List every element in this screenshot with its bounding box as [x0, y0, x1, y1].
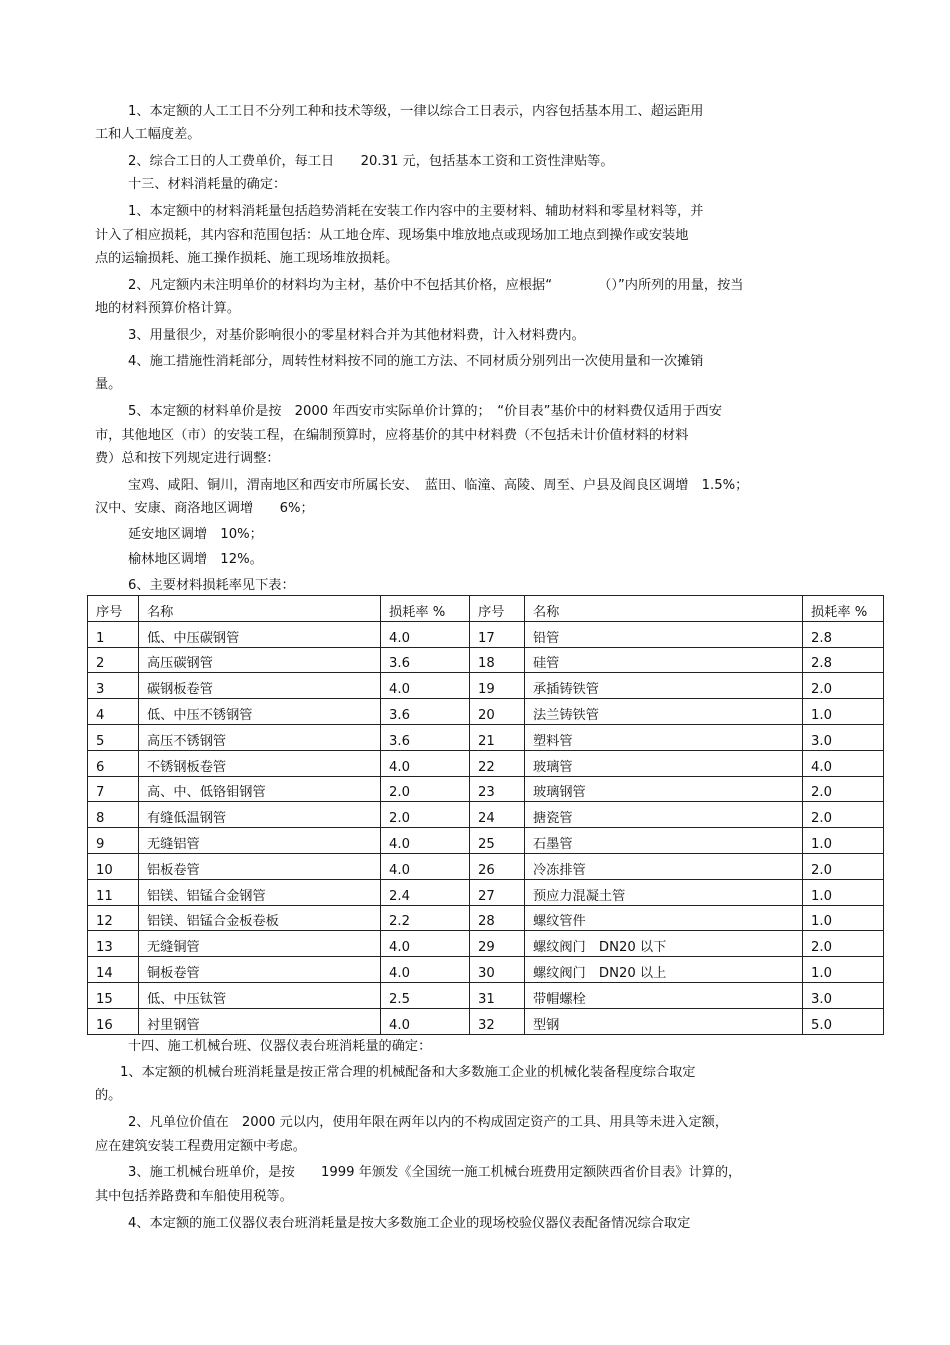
table-cell: 3.6 — [381, 724, 470, 750]
table-cell: 2.0 — [381, 776, 470, 802]
para-material-2: 2、凡定额内未注明单价的材料均为主材，基价中不包括其价格，应根据“ （）”内所列的用量，按当 — [128, 278, 744, 293]
table-cell: 23 — [470, 776, 525, 802]
table-cell: 2.0 — [381, 802, 470, 828]
table-cell: 2.2 — [381, 905, 470, 931]
table-cell: 石墨管 — [525, 828, 803, 854]
para-machine-2-cont: 应在建筑安装工程费用定额中考虑。 — [95, 1139, 306, 1154]
table-cell: 3.0 — [803, 982, 884, 1008]
para-material-1: 1、本定额中的材料消耗量包括趋势消耗在安装工作内容中的主要材料、辅助材料和零星材料等，并 — [128, 204, 704, 219]
table-cell: 32 — [470, 1008, 525, 1034]
para-material-2-cont: 地的材料预算价格计算。 — [95, 301, 241, 316]
para-machine-3: 3、施工机械台班单价，是按 1999 年颁发《全国统一施工机械台班费用定额陕西省价目表》计算的， — [128, 1165, 742, 1180]
table-row — [88, 828, 884, 854]
table-cell: 18 — [470, 647, 525, 673]
adjust-region-2: 汉中、安康、商洛地区调增 6%； — [95, 501, 314, 516]
table-cell: 19 — [470, 673, 525, 699]
table-cell: 5.0 — [803, 1008, 884, 1034]
table-cell: 硅管 — [525, 647, 803, 673]
table-cell: 20 — [470, 699, 525, 725]
table-cell: 1.0 — [803, 905, 884, 931]
para-machine-1-cont: 的。 — [95, 1088, 122, 1103]
table-cell: 9 — [88, 828, 139, 854]
table-cell: 低、中压碳钢管 — [139, 621, 381, 647]
table-cell: 31 — [470, 982, 525, 1008]
header-cell: 序号 — [88, 596, 139, 622]
table-cell: 12 — [88, 905, 139, 931]
table-row — [88, 621, 884, 647]
table-cell: 1.0 — [803, 699, 884, 725]
table-cell: 2.0 — [803, 802, 884, 828]
table-row — [88, 1008, 884, 1034]
table-row — [88, 647, 884, 673]
table-cell: 铝镁、铝锰合金板卷板 — [139, 905, 381, 931]
table-cell: 螺纹阀门 DN20 以下 — [525, 931, 803, 957]
table-row — [88, 982, 884, 1008]
table-cell: 衬里钢管 — [139, 1008, 381, 1034]
table-cell: 3.0 — [803, 724, 884, 750]
table-cell: 11 — [88, 879, 139, 905]
table-cell: 3 — [88, 673, 139, 699]
table-cell: 3.6 — [381, 647, 470, 673]
material-loss-table-body — [88, 596, 884, 1035]
material-loss-table — [87, 595, 884, 1035]
table-cell: 4.0 — [381, 853, 470, 879]
table-cell: 7 — [88, 776, 139, 802]
table-cell: 承插铸铁管 — [525, 673, 803, 699]
header-cell: 名称 — [139, 596, 381, 622]
para-labor-1: 1、本定额的人工工日不分列工种和技术等级，一律以综合工日表示，内容包括基本用工、超运距用 — [128, 104, 704, 119]
table-cell: 有缝低温钢管 — [139, 802, 381, 828]
para-machine-4: 4、本定额的施工仪器仪表台班消耗量是按大多数施工企业的现场校验仪器仪表配备情况综合取定 — [128, 1216, 691, 1231]
table-cell: 铜板卷管 — [139, 957, 381, 983]
table-cell: 不锈钢板卷管 — [139, 750, 381, 776]
table-cell: 25 — [470, 828, 525, 854]
table-row — [88, 879, 884, 905]
table-cell: 30 — [470, 957, 525, 983]
table-cell: 低、中压不锈钢管 — [139, 699, 381, 725]
table-cell: 5 — [88, 724, 139, 750]
table-cell: 铝板卷管 — [139, 853, 381, 879]
table-cell: 2 — [88, 647, 139, 673]
table-cell: 2.0 — [803, 673, 884, 699]
table-cell: 4.0 — [381, 673, 470, 699]
table-cell: 4.0 — [381, 1008, 470, 1034]
para-material-4: 4、施工措施性消耗部分，周转性材料按不同的施工方法、不同材质分别列出一次使用量和一次摊销 — [128, 354, 704, 369]
table-cell: 1.0 — [803, 957, 884, 983]
para-machine-1: 1、本定额的机械台班消耗量是按正常合理的机械配备和大多数施工企业的机械化装备程度综合取定 — [120, 1065, 696, 1080]
table-cell: 15 — [88, 982, 139, 1008]
table-cell: 塑料管 — [525, 724, 803, 750]
table-cell: 4.0 — [381, 931, 470, 957]
table-cell: 预应力混凝土管 — [525, 879, 803, 905]
para-material-6: 6、主要材料损耗率见下表： — [128, 578, 295, 593]
section-13-heading: 十三、材料消耗量的确定： — [128, 177, 287, 192]
table-cell: 无缝铝管 — [139, 828, 381, 854]
table-row — [88, 957, 884, 983]
para-material-5-cont-a: 市，其他地区（市）的安装工程，在编制预算时，应将基价的其中材料费（不包括未计价值材料的材料 — [95, 428, 689, 443]
table-cell: 4.0 — [803, 750, 884, 776]
table-row — [88, 905, 884, 931]
table-cell: 22 — [470, 750, 525, 776]
table-cell: 玻璃钢管 — [525, 776, 803, 802]
table-cell: 2.0 — [803, 931, 884, 957]
adjust-yulin: 榆林地区调增 12%。 — [128, 552, 263, 567]
table-cell: 26 — [470, 853, 525, 879]
para-machine-2: 2、凡单位价值在 2000 元以内，使用年限在两年以内的不构成固定资产的工具、用具等未进入定额， — [128, 1115, 729, 1130]
table-row — [88, 699, 884, 725]
table-cell: 型钢 — [525, 1008, 803, 1034]
table-cell: 1.0 — [803, 879, 884, 905]
table-cell: 高压不锈钢管 — [139, 724, 381, 750]
header-cell: 损耗率 % — [381, 596, 470, 622]
table-cell: 螺纹管件 — [525, 905, 803, 931]
table-cell: 10 — [88, 853, 139, 879]
table-cell: 17 — [470, 621, 525, 647]
table-cell: 4.0 — [381, 750, 470, 776]
adjust-yanan: 延安地区调增 10%； — [128, 527, 263, 542]
table-row — [88, 750, 884, 776]
table-cell: 3.6 — [381, 699, 470, 725]
table-cell: 4 — [88, 699, 139, 725]
table-cell: 29 — [470, 931, 525, 957]
table-row — [88, 931, 884, 957]
table-row — [88, 673, 884, 699]
table-row — [88, 776, 884, 802]
table-cell: 21 — [470, 724, 525, 750]
table-cell: 无缝铜管 — [139, 931, 381, 957]
table-cell: 14 — [88, 957, 139, 983]
para-labor-2: 2、综合工日的人工费单价，每工日 20.31 元，包括基本工资和工资性津贴等。 — [128, 154, 614, 169]
para-material-4-cont: 量。 — [95, 377, 122, 392]
table-cell: 1 — [88, 621, 139, 647]
table-cell: 13 — [88, 931, 139, 957]
table-cell: 2.8 — [803, 621, 884, 647]
para-material-1-cont-b: 点的运输损耗、施工操作损耗、施工现场堆放损耗。 — [95, 251, 399, 266]
header-cell: 损耗率 % — [803, 596, 884, 622]
header-cell: 名称 — [525, 596, 803, 622]
table-cell: 6 — [88, 750, 139, 776]
table-cell: 螺纹阀门 DN20 以上 — [525, 957, 803, 983]
table-cell: 玻璃管 — [525, 750, 803, 776]
table-cell: 8 — [88, 802, 139, 828]
table-cell: 2.4 — [381, 879, 470, 905]
table-cell: 冷冻排管 — [525, 853, 803, 879]
table-cell: 16 — [88, 1008, 139, 1034]
table-cell: 4.0 — [381, 828, 470, 854]
table-cell: 2.0 — [803, 853, 884, 879]
table-cell: 铝镁、铝锰合金钢管 — [139, 879, 381, 905]
para-machine-3-cont: 其中包括养路费和车船使用税等。 — [95, 1189, 293, 1204]
para-material-3: 3、用量很少，对基价影响很小的零星材料合并为其他材料费，计入材料费内。 — [128, 328, 585, 343]
table-cell: 28 — [470, 905, 525, 931]
table-cell: 2.5 — [381, 982, 470, 1008]
table-cell: 24 — [470, 802, 525, 828]
table-cell: 4.0 — [381, 621, 470, 647]
table-cell: 高压碳钢管 — [139, 647, 381, 673]
table-cell: 铅管 — [525, 621, 803, 647]
table-row — [88, 853, 884, 879]
table-row — [88, 724, 884, 750]
para-material-5-cont-b: 费）总和按下列规定进行调整： — [95, 451, 280, 466]
table-cell: 2.8 — [803, 647, 884, 673]
table-cell: 27 — [470, 879, 525, 905]
table-cell: 高、中、低铬钼钢管 — [139, 776, 381, 802]
table-cell: 1.0 — [803, 828, 884, 854]
table-row — [88, 802, 884, 828]
adjust-region-1: 宝鸡、咸阳、铜川，渭南地区和西安市所属长安、 蓝田、临潼、高陵、周至、户县及阎良区调增 1.5%； — [128, 478, 749, 493]
section-14-heading: 十四、施工机械台班、仪器仪表台班消耗量的确定： — [128, 1039, 432, 1054]
table-header-row — [88, 596, 884, 622]
table-cell: 4.0 — [381, 957, 470, 983]
table-cell: 搪瓷管 — [525, 802, 803, 828]
table-cell: 低、中压钛管 — [139, 982, 381, 1008]
para-material-1-cont-a: 计入了相应损耗，其内容和范围包括：从工地仓库、现场集中堆放地点或现场加工地点到操作或安装地 — [95, 228, 689, 243]
para-labor-1-cont: 工和人工幅度差。 — [95, 127, 201, 142]
table-cell: 2.0 — [803, 776, 884, 802]
table-cell: 碳钢板卷管 — [139, 673, 381, 699]
table-cell: 法兰铸铁管 — [525, 699, 803, 725]
header-cell: 序号 — [470, 596, 525, 622]
table-cell: 带帽螺栓 — [525, 982, 803, 1008]
para-material-5: 5、本定额的材料单价是按 2000 年西安市实际单价计算的； “价目表”基价中的材料费仅适用于西安 — [128, 404, 722, 419]
